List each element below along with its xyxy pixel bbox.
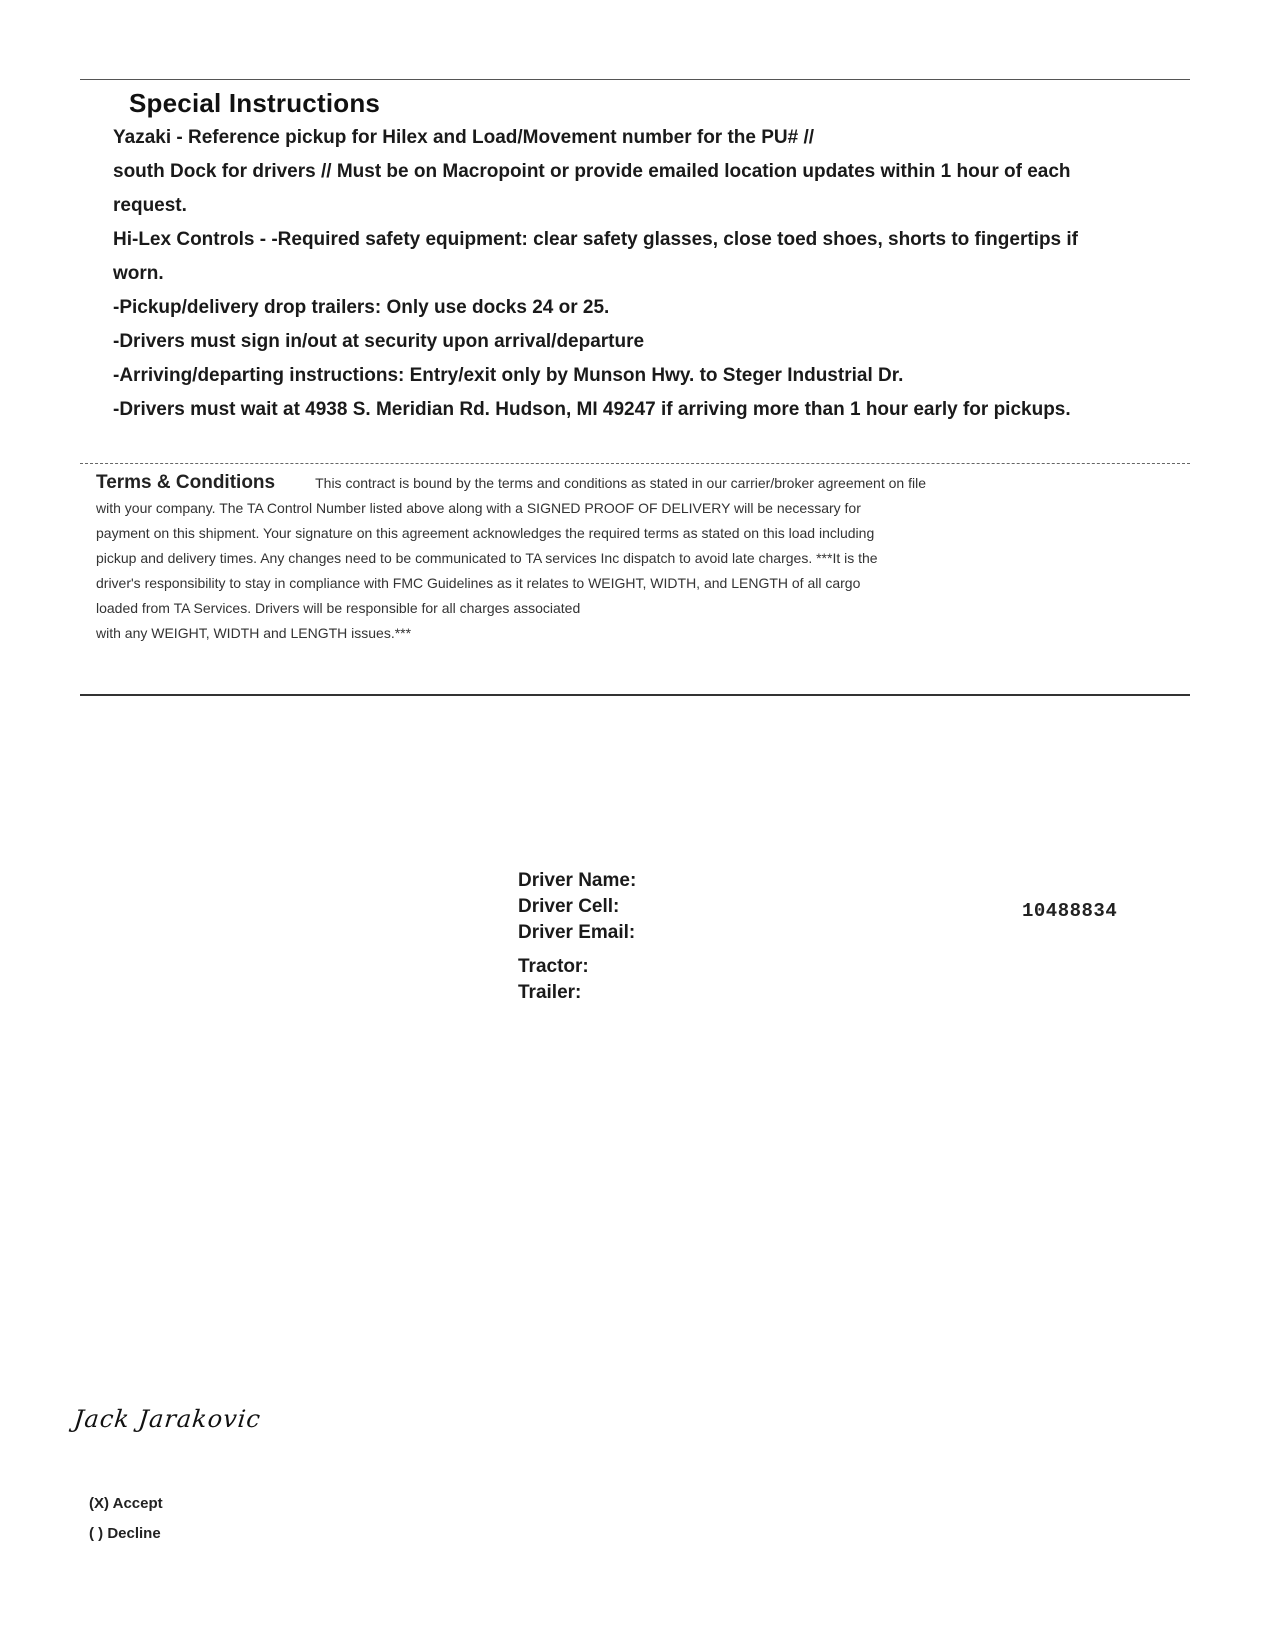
middle-divider (80, 463, 1190, 464)
instruction-line: request. (113, 195, 187, 216)
instruction-line: -Drivers must wait at 4938 S. Meridian Rd. Hudson, MI 49247 if arriving more than 1 hour early for pickups. (113, 399, 1071, 420)
instruction-line: -Pickup/delivery drop trailers: Only use docks 24 or 25. (113, 297, 610, 318)
instruction-line: Yazaki - Reference pickup for Hilex and Load/Movement number for the PU# // (113, 127, 815, 148)
tractor-label: Tractor: (518, 956, 589, 977)
accept-option[interactable]: (X) Accept (89, 1495, 163, 1512)
driver-info-block (518, 868, 636, 1006)
terms-line: driver's responsibility to stay in compliance with FMC Guidelines as it relates to WEIGHT, WIDTH, and LENGTH of all cargo (96, 575, 861, 591)
decline-option[interactable]: ( ) Decline (89, 1525, 161, 1542)
instruction-line: worn. (113, 263, 164, 284)
driver-email-label: Driver Email: (518, 922, 636, 943)
driver-cell-label: Driver Cell: (518, 896, 620, 917)
control-number: 10488834 (1022, 900, 1118, 922)
bottom-divider (80, 694, 1190, 696)
terms-line: loaded from TA Services. Drivers will be responsible for all charges associated (96, 600, 581, 616)
instruction-line: -Arriving/departing instructions: Entry/exit only by Munson Hwy. to Steger Industrial Dr. (113, 365, 904, 386)
terms-line: with your company. The TA Control Number listed above along with a SIGNED PROOF OF DELIVERY will be necessary for (96, 500, 861, 516)
terms-title: Terms & Conditions (96, 472, 276, 493)
terms-line: This contract is bound by the terms and conditions as stated in our carrier/broker agreement on file (315, 475, 926, 491)
special-instructions-title: Special Instructions (129, 88, 381, 118)
signature: Jack Jarakovic (72, 1405, 263, 1433)
top-divider (80, 79, 1190, 80)
terms-line: with any WEIGHT, WIDTH and LENGTH issues.*** (96, 625, 412, 641)
instruction-line: Hi-Lex Controls - -Required safety equipment: clear safety glasses, close toed shoes, shorts to fingertips if (113, 229, 1079, 250)
terms-line: payment on this shipment. Your signature on this agreement acknowledges the required terms as stated on this load including (96, 525, 875, 541)
terms-line: pickup and delivery times. Any changes need to be communicated to TA services Inc dispatch to avoid late charges. ***It is the (96, 550, 878, 566)
instruction-line: south Dock for drivers // Must be on Macropoint or provide emailed location updates within 1 hour of each (113, 161, 1071, 182)
trailer-label: Trailer: (518, 982, 582, 1003)
driver-name-label: Driver Name: (518, 870, 637, 891)
special-instructions-section (113, 88, 1163, 427)
terms-section (96, 470, 1076, 646)
instruction-line: -Drivers must sign in/out at security upon arrival/departure (113, 331, 645, 352)
